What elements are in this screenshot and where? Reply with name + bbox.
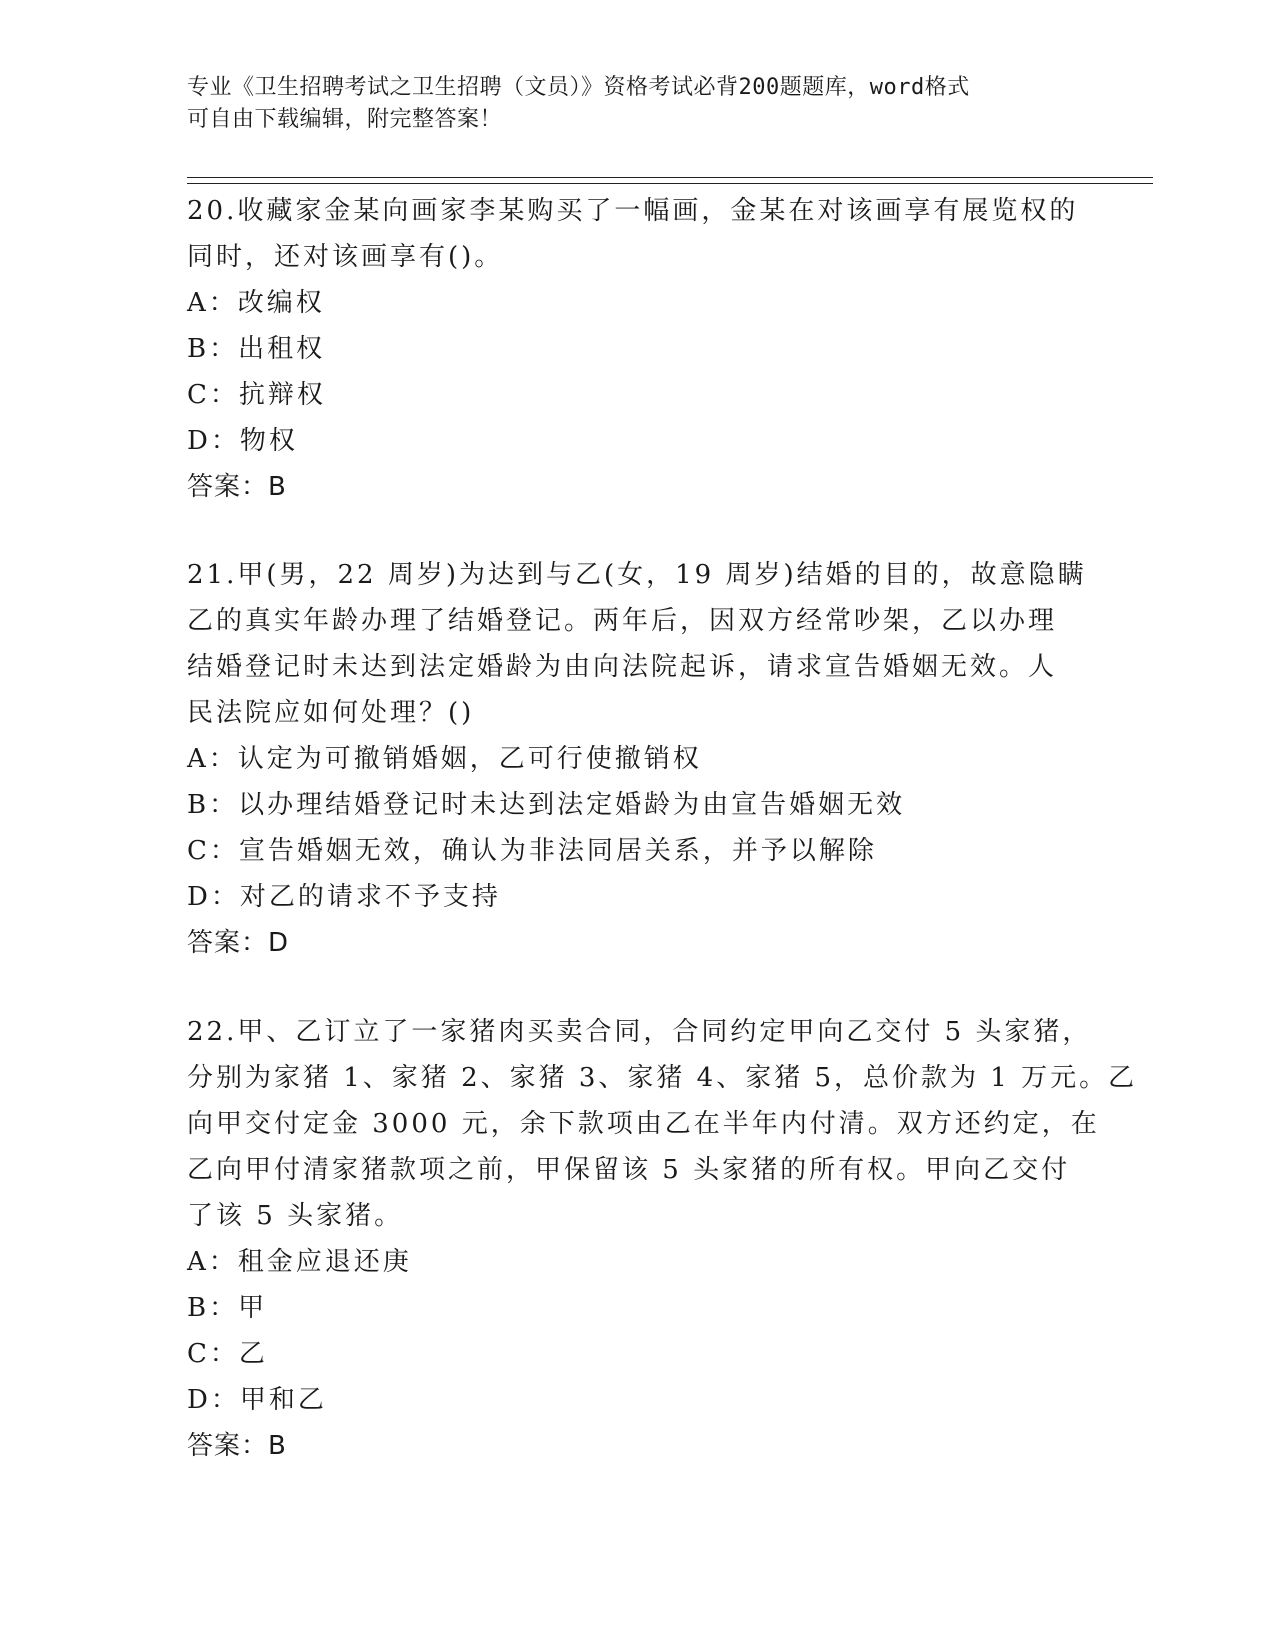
- answer-line: 答案：B: [187, 472, 287, 502]
- stem-line: 向甲交付定金 3000 元，余下款项由乙在半年内付清。双方还约定，在: [187, 1109, 1100, 1139]
- question-stem: [187, 188, 1087, 280]
- option-d: D：甲和乙: [187, 1385, 327, 1415]
- option-b: B：出租权: [187, 334, 326, 364]
- stem-line: 民法院应如何处理？(): [187, 698, 475, 728]
- header-divider: [187, 183, 1153, 184]
- stem-line: 分别为家猪 1、家猪 2、家猪 3、家猪 4、家猪 5，总价款为 1 万元。乙: [187, 1063, 1138, 1093]
- stem-line: 22.甲、乙订立了一家猪肉买卖合同，合同约定甲向乙交付 5 头家猪，: [187, 1017, 1092, 1047]
- header-divider: [187, 177, 1153, 178]
- header-line: 专业《卫生招聘考试之卫生招聘（文员）》资格考试必背200题题库，word格式: [187, 75, 970, 100]
- option-a: A：租金应退还庚: [187, 1247, 412, 1277]
- header-line: 可自由下载编辑，附完整答案！: [187, 107, 503, 132]
- question-21: [187, 552, 1087, 966]
- option-a: A：改编权: [187, 288, 325, 318]
- stem-line: 同时，还对该画享有()。: [187, 242, 504, 272]
- option-d: D：物权: [187, 426, 298, 456]
- stem-line: 结婚登记时未达到法定婚龄为由向法院起诉，请求宣告婚姻无效。人: [187, 652, 1058, 682]
- document-header: [187, 72, 1087, 136]
- option-a: A：认定为可撤销婚姻，乙可行使撤销权: [187, 744, 702, 774]
- answer-line: 答案：D: [187, 928, 290, 958]
- stem-line: 乙向甲付清家猪款项之前，甲保留该 5 头家猪的所有权。甲向乙交付: [187, 1155, 1071, 1185]
- stem-line: 21.甲(男，22 周岁)为达到与乙(女，19 周岁)结婚的目的，故意隐瞒: [187, 560, 1087, 590]
- option-b: B：以办理结婚登记时未达到法定婚龄为由宣告婚姻无效: [187, 790, 906, 820]
- stem-line: 20.收藏家金某向画家李某购买了一幅画，金某在对该画享有展览权的: [187, 196, 1079, 226]
- answer-line: 答案：B: [187, 1431, 287, 1461]
- stem-line: 了该 5 头家猪。: [187, 1201, 404, 1231]
- question-stem: [187, 1009, 1138, 1239]
- question-22: [187, 1009, 1138, 1469]
- option-c: C：宣告婚姻无效，确认为非法同居关系，并予以解除: [187, 836, 877, 866]
- option-d: D：对乙的请求不予支持: [187, 882, 501, 912]
- option-c: C：乙: [187, 1339, 268, 1369]
- question-20: [187, 188, 1087, 510]
- question-stem: [187, 552, 1087, 736]
- option-b: B：甲: [187, 1293, 268, 1323]
- stem-line: 乙的真实年龄办理了结婚登记。两年后，因双方经常吵架，乙以办理: [187, 606, 1058, 636]
- option-c: C：抗辩权: [187, 380, 326, 410]
